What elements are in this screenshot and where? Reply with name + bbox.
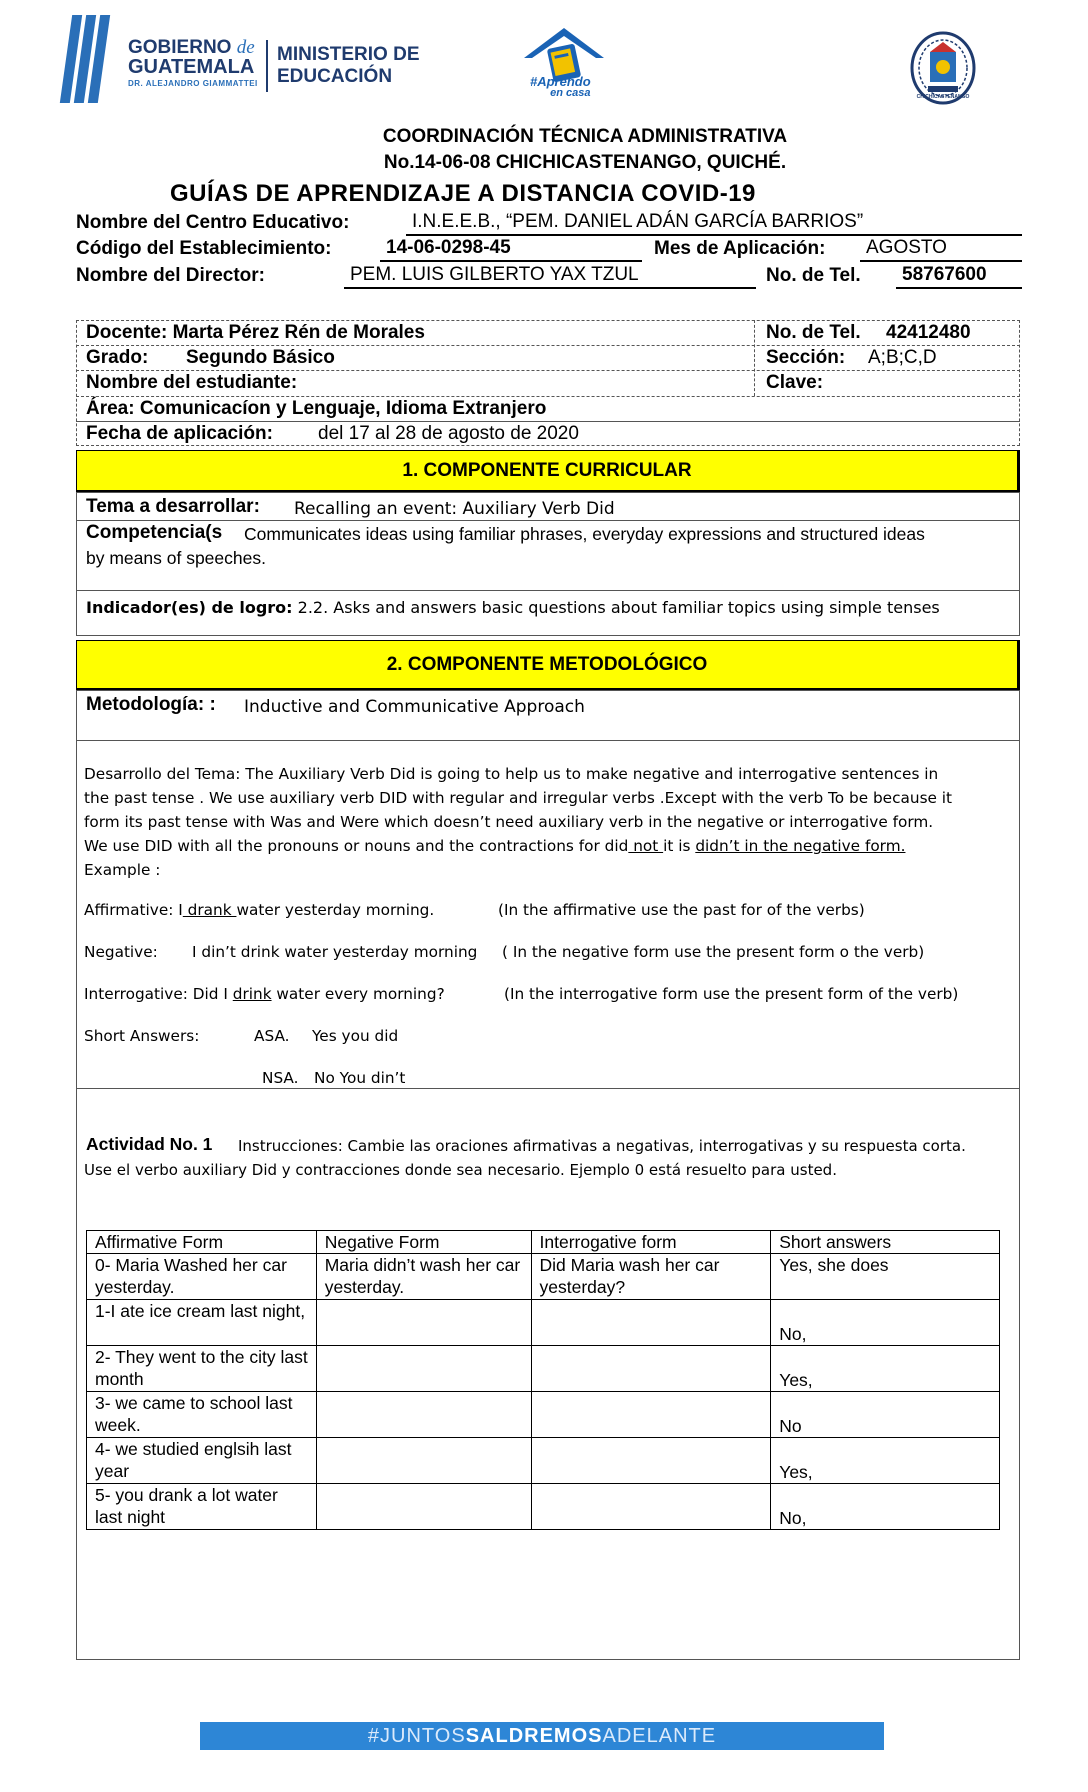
director-label: Nombre del Director:: [76, 265, 265, 286]
centro-value: I.N.E.E.B., “PEM. DANIEL ADÁN GARCÍA BARRIOS”: [406, 210, 1022, 236]
director-tel-value: 58767600: [896, 263, 1022, 289]
cell-short-answer[interactable]: Yes,: [771, 1346, 1000, 1392]
negative-example: Negative: I din’t drink water yesterday morning ( In the negative form use the present form o the verb): [84, 943, 925, 961]
aprendo-en-casa-text: #Aprendo en casa: [530, 74, 591, 100]
estudiante-label: Nombre del estudiante:: [86, 372, 298, 393]
cell-interrogative[interactable]: [531, 1438, 771, 1484]
fecha-value: del 17 al 28 de agosto de 2020: [318, 423, 579, 444]
header-short-answers: Short answers: [771, 1231, 1000, 1254]
clave-label: Clave:: [766, 372, 824, 393]
cell-affirmative: 2- They went to the city last month: [87, 1346, 317, 1392]
table-row: [87, 1392, 1000, 1438]
cell-affirmative: 5- you drank a lot water last night: [87, 1484, 317, 1530]
interrogative-example: Interrogative: Did I drink water every morning? (In the interrogative form use the present form of the verb): [84, 985, 959, 1003]
director-value: PEM. LUIS GILBERTO YAX TZUL: [344, 263, 756, 289]
actividad-line-2: Use el verbo auxiliary Did y contracciones donde sea necesario. Ejemplo 0 está resuelto para usted.: [84, 1161, 837, 1179]
coordinacion-title: COORDINACIÓN TÉCNICA ADMINISTRATIVA: [382, 126, 788, 147]
juntos-saldremos-banner: #JUNTOSSALDREMOSADELANTE: [200, 1722, 884, 1750]
table-row: [87, 1346, 1000, 1392]
desarrollo-paragraph: Desarrollo del Tema: The Auxiliary Verb Did is going to help us to make negative and interrogative sentences in the past tense . We use auxiliary verb DID with regular and irregular verbs .Except with the verb To be because it form its past tense with Was and Were which doesn’t need auxiliary verb in the negative or interrogative form. We use DID with all the pronouns or nouns and the contractions for did not it is didn’t in the negative form. Example :: [84, 765, 953, 879]
centro-label: Nombre del Centro Educativo:: [76, 212, 350, 233]
metodologia-label: Metodología: :: [86, 694, 216, 715]
seal-caption: CHICHICASTENANGO: [916, 94, 970, 100]
short-answers-asa: Short Answers: ASA. Yes you did: [84, 1027, 399, 1045]
cell-short-answer[interactable]: Yes,: [771, 1438, 1000, 1484]
table-row: [87, 1300, 1000, 1346]
table-row: [87, 1254, 1000, 1300]
header-negative: Negative Form: [316, 1231, 531, 1254]
seccion-value: A;B;C,D: [868, 347, 937, 368]
director-tel-label: No. de Tel.: [766, 265, 861, 286]
cell-affirmative: 4- we studied englsih last year: [87, 1438, 317, 1484]
componente-curricular-header: 1. COMPONENTE CURRICULAR: [76, 450, 1020, 492]
componente-metodologico-header: 2. COMPONENTE METODOLÓGICO: [76, 640, 1020, 690]
tema-value: Recalling an event: Auxiliary Verb Did: [294, 499, 615, 519]
cell-negative[interactable]: [316, 1346, 531, 1392]
tema-label: Tema a desarrollar:: [86, 496, 260, 517]
cell-interrogative: Did Maria wash her car yesterday?: [531, 1254, 771, 1300]
grado-label: Grado:: [86, 347, 149, 368]
cell-interrogative[interactable]: [531, 1346, 771, 1392]
cell-affirmative: 1-I ate ice cream last night,: [87, 1300, 317, 1346]
cell-short-answer[interactable]: No: [771, 1392, 1000, 1438]
docente: Docente: Marta Pérez Rén de Morales: [86, 322, 425, 343]
actividad-label: Actividad No. 1: [86, 1134, 213, 1154]
fecha-label: Fecha de aplicación:: [86, 423, 273, 444]
metodologia-value: Inductive and Communicative Approach: [244, 697, 585, 717]
logo-divider: [266, 40, 268, 92]
ministerio-logo-text: MINISTERIO DE EDUCACIÓN: [277, 44, 420, 87]
mes-label: Mes de Aplicación:: [654, 238, 826, 259]
competencia-label: Competencia(s: [86, 522, 223, 543]
gobierno-logo-bars: [66, 15, 106, 103]
codigo-label: Código del Establecimiento:: [76, 238, 332, 259]
docente-tel-label: No. de Tel.: [766, 322, 861, 343]
codigo-value: 14-06-0298-45: [380, 236, 642, 262]
gobierno-logo-text: GOBIERNO de GUATEMALA DR. ALEJANDRO GIAMMATTEI: [128, 37, 258, 88]
cell-negative[interactable]: [316, 1392, 531, 1438]
table-header-row: [87, 1231, 1000, 1254]
cell-affirmative: 0- Maria Washed her car yesterday.: [87, 1254, 317, 1300]
cell-negative[interactable]: [316, 1484, 531, 1530]
indicador: Indicador(es) de logro: 2.2. Asks and answers basic questions about familiar topics using simple tenses: [86, 598, 940, 617]
cell-affirmative: 3- we came to school last week.: [87, 1392, 317, 1438]
cell-negative[interactable]: [316, 1300, 531, 1346]
area: Área: Comunicacíon y Lenguaje, Idioma Extranjero: [86, 398, 547, 419]
mes-value: AGOSTO: [860, 236, 1022, 262]
affirmative-example: Affirmative: I drank water yesterday morning. (In the affirmative use the past for of the verbs): [84, 901, 865, 919]
cell-interrogative[interactable]: [531, 1300, 771, 1346]
seccion-label: Sección:: [766, 347, 846, 368]
competencia-line-1: Communicates ideas using familiar phrases, everyday expressions and structured ideas: [244, 524, 925, 544]
actividad-table: [86, 1230, 1000, 1530]
cell-short-answer[interactable]: No,: [771, 1300, 1000, 1346]
table-row: [87, 1484, 1000, 1530]
competencia-line-2: by means of speeches.: [86, 548, 266, 568]
header-affirmative: Affirmative Form: [87, 1231, 317, 1254]
table-row: [87, 1438, 1000, 1484]
cell-short-answer[interactable]: No,: [771, 1484, 1000, 1530]
guias-title: GUÍAS DE APRENDIZAJE A DISTANCIA COVID-19: [170, 180, 756, 207]
cell-interrogative[interactable]: [531, 1392, 771, 1438]
header-interrogative: Interrogative form: [531, 1231, 771, 1254]
actividad-line-1: Instrucciones: Cambie las oraciones afirmativas a negativas, interrogativas y su respuesta corta.: [238, 1137, 966, 1155]
cell-interrogative[interactable]: [531, 1484, 771, 1530]
cell-short-answer: Yes, she does: [771, 1254, 1000, 1300]
cell-negative: Maria didn’t wash her car yesterday.: [316, 1254, 531, 1300]
coordinacion-number: No.14-06-08 CHICHICASTENANGO, QUICHÉ.: [383, 152, 787, 173]
grado-value: Segundo Básico: [186, 347, 335, 368]
docente-tel-value: 42412480: [886, 322, 971, 343]
cell-negative[interactable]: [316, 1438, 531, 1484]
